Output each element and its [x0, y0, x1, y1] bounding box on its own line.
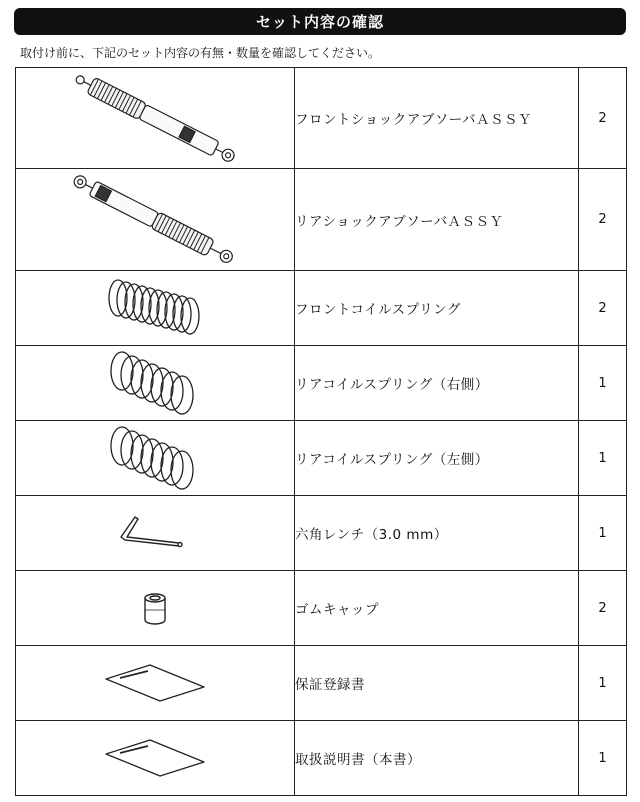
item-qty: 1	[579, 721, 627, 796]
item-name: 保証登録書	[295, 646, 579, 721]
item-image-cell	[16, 68, 295, 169]
table-row	[16, 421, 627, 496]
item-qty: 2	[579, 271, 627, 346]
warranty-card-icon	[100, 663, 210, 703]
item-qty: 2	[579, 169, 627, 271]
item-name: 六角レンチ（3.0 mm）	[295, 496, 579, 571]
item-image-cell	[16, 646, 295, 721]
page-title-text: セット内容の確認	[255, 13, 384, 31]
item-image-cell	[16, 721, 295, 796]
item-image-cell	[16, 271, 295, 346]
table-row	[16, 346, 627, 421]
hex-wrench-icon	[115, 513, 195, 553]
item-name: リアコイルスプリング（左側）	[295, 421, 579, 496]
manual-icon	[100, 738, 210, 778]
table-row	[16, 496, 627, 571]
item-name: フロントショックアブソーバＡＳＳＹ	[295, 68, 579, 169]
item-qty: 1	[579, 346, 627, 421]
item-image-cell	[16, 346, 295, 421]
item-qty: 1	[579, 421, 627, 496]
table-row	[16, 721, 627, 796]
item-name: リアショックアブソーバＡＳＳＹ	[295, 169, 579, 271]
item-image-cell	[16, 421, 295, 496]
page-title	[14, 8, 626, 35]
table-row	[16, 646, 627, 721]
rear-shock-absorber-icon	[55, 175, 255, 265]
front-shock-absorber-icon	[55, 73, 255, 163]
contents-table	[15, 67, 627, 796]
intro-text: 取付け前に、下記のセット内容の有無・数量を確認してください。	[20, 46, 381, 60]
table-row	[16, 571, 627, 646]
table-row	[16, 271, 627, 346]
item-name: フロントコイルスプリング	[295, 271, 579, 346]
item-qty: 2	[579, 68, 627, 169]
item-image-cell	[16, 169, 295, 271]
table-row	[16, 169, 627, 271]
rear-coil-spring-right-icon	[100, 349, 210, 417]
rubber-cap-icon	[140, 590, 170, 626]
item-qty: 1	[579, 496, 627, 571]
item-qty: 1	[579, 646, 627, 721]
item-name: 取扱説明書（本書）	[295, 721, 579, 796]
item-qty: 2	[579, 571, 627, 646]
front-coil-spring-icon	[100, 276, 210, 340]
item-name: リアコイルスプリング（右側）	[295, 346, 579, 421]
table-row	[16, 68, 627, 169]
rear-coil-spring-left-icon	[100, 424, 210, 492]
item-image-cell	[16, 496, 295, 571]
item-image-cell	[16, 571, 295, 646]
item-name: ゴムキャップ	[295, 571, 579, 646]
